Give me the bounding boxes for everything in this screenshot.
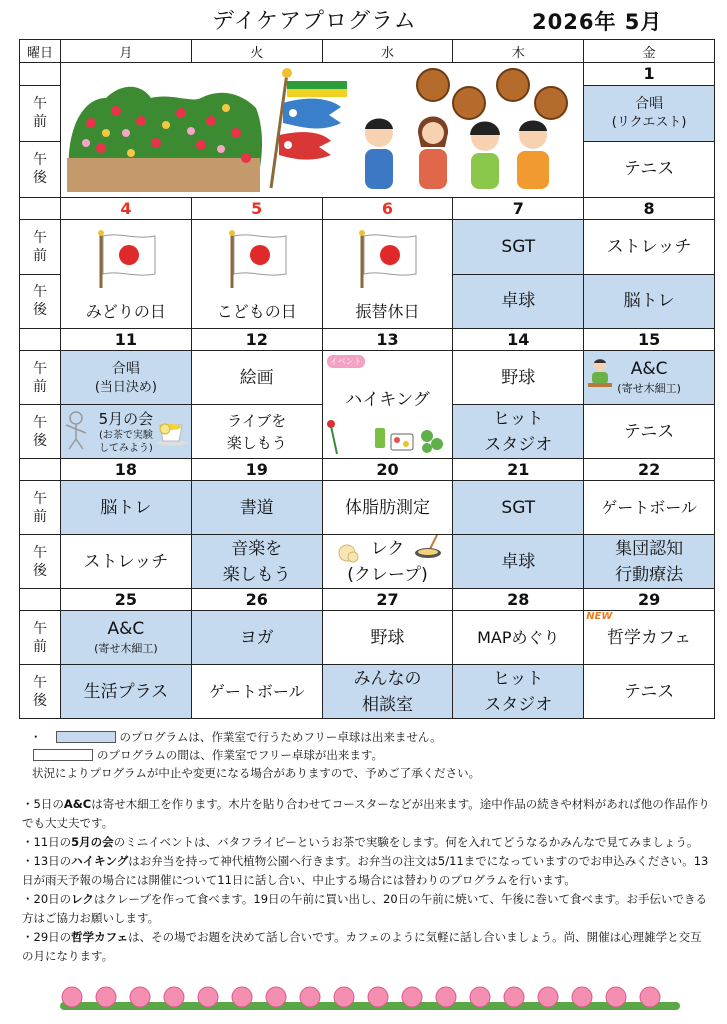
program-cell: 脳トレ [61,481,192,535]
date-cell: 6 [322,198,453,220]
date-cell: 21 [453,459,584,481]
carp-streamer-and-people-illustration [61,63,584,193]
weekday-wed: 水 [322,40,453,63]
program-cell: ライブを 楽しもう [191,405,322,459]
program-cell: ストレッチ [584,220,715,275]
program-cell: 野球 [453,351,584,405]
note-item: ・5日のA&Cは寄せ木細工を作ります。木片を貼り合わせてコースターなどが出来ます。途中作品の続きや材料があれば他の作品作りでも大丈夫です。 [22,797,710,830]
weekday-mon: 月 [61,40,192,63]
date-row [20,459,715,481]
date-row [20,329,715,351]
date-cell: 25 [61,589,192,611]
date-row [20,589,715,611]
program-cell: 野球 [322,611,453,665]
page-title: デイケアプログラム [212,9,417,34]
program-cell: 絵画 [191,351,322,405]
program-cell: NEW 哲学カフェ [584,611,715,665]
am-label: 午 前 [20,351,61,405]
rose-border-decoration [60,984,680,1014]
am-label: 午 前 [20,220,61,275]
program-cell: みんなの 相談室 [322,665,453,719]
weekday-fri: 金 [584,40,715,63]
program-cell: ヒット スタジオ [453,405,584,459]
date-cell: 15 [584,329,715,351]
program-cell: 集団認知 行動療法 [584,535,715,589]
program-cell: MAPめぐり [453,611,584,665]
program-cell: ゲートボール [191,665,322,719]
date-cell: 4 [61,198,192,220]
person-icon [63,411,89,451]
teacup-icon [155,419,189,447]
date-cell: 1 [584,63,715,86]
note-item: ・13日のハイキングはお弁当を持って神代植物公園へ行きます。お弁当の注文は5/11までになっていますのでお申込みください。13日が雨天予報の場合には開催について11日に話し合い、中止する場合には替わりのプログラムを行います。 [22,854,709,887]
new-badge: NEW [586,611,613,622]
date-cell: 7 [453,198,584,220]
date-cell: 11 [61,329,192,351]
date-cell: 14 [453,329,584,351]
program-cell: 卓球 [453,274,584,329]
legend: ・ のプログラムは、作業室で行うためフリー卓球は出来ません。 のプログラムの間は、作業室でフリー卓球が出来ます。 状況によりプログラムが中止や変更になる場合がありますので、予めご了承ください。 [30,730,481,780]
program-cell-hiking: イベント ハイキング [322,351,453,459]
date-cell: 13 [322,329,453,351]
pan-icon [412,535,446,562]
japan-flag-icon [356,230,418,288]
date-cell: 12 [191,329,322,351]
notes [22,795,712,966]
date-cell: 27 [322,589,453,611]
legend-white-text: のプログラムの間は、作業室でフリー卓球が出来ます。 [97,748,384,762]
program-calendar [19,39,715,719]
date-cell: 28 [453,589,584,611]
program-cell: テニス [584,141,715,197]
date-cell: 5 [191,198,322,220]
date-row [20,198,715,220]
program-cell: SGT [453,481,584,535]
weekday-header-row [20,40,715,63]
program-cell: 合唱 (リクエスト) [584,85,715,141]
holiday-cell [61,220,192,329]
program-cell: 体脂肪測定 [322,481,453,535]
holiday-cell [322,220,453,329]
date-cell: 29 [584,589,715,611]
note-item: ・20日のレクはクレープを作って食べます。19日の午前に買い出し、20日の午前に焼いて、午後に巻いて食べます。お手伝いできる方はご協力お願いします。 [22,892,708,925]
program-cell: 書道 [191,481,322,535]
program-cell: 音楽を 楽しもう [191,535,322,589]
program-cell: 合唱 (当日決め) [61,351,192,405]
holiday-cell [191,220,322,329]
date-row [20,63,715,86]
program-cell: テニス [584,665,715,719]
am-label: 午 前 [20,85,61,141]
date-cell: 8 [584,198,715,220]
program-cell: A&C (寄せ木細工) [584,351,715,405]
pm-label: 午 後 [20,405,61,459]
program-cell: 脳トレ [584,274,715,329]
legend-notice: 状況によりプログラムが中止や変更になる場合がありますので、予めご了承ください。 [32,766,481,780]
am-label: 午 前 [20,611,61,665]
program-cell: 卓球 [453,535,584,589]
program-cell: 5月の会 (お茶で実験 してみよう) [61,405,192,459]
am-label: 午 前 [20,481,61,535]
program-cell: 生活プラス [61,665,192,719]
program-cell: ゲートボール [584,481,715,535]
hiking-icon [323,414,448,456]
legend-blue-swatch [56,731,116,743]
pm-label: 午 後 [20,665,61,719]
weekday-tue: 火 [191,40,322,63]
note-item: ・29日の哲学カフェは、その場でお題を決めて話し合いです。カフェのように気軽に話し合いましょう。尚、開催は心理雑学と交互の月になります。 [22,930,702,963]
date-cell: 19 [191,459,322,481]
program-cell: ヒット スタジオ [453,665,584,719]
date-cell: 18 [61,459,192,481]
holiday-name: こどもの日 [216,302,297,321]
pm-label: 午 後 [20,535,61,589]
crepe-icon [337,543,361,563]
note-item: ・11日の5月の会のミニイベントは、バタフライピーというお茶で実験をします。何を入れてどうなるかみんなで見てみましょう。 [22,835,699,849]
weekday-header-label: 曜日 [20,40,61,63]
program-cell: ストレッチ [61,535,192,589]
program-cell: レク (クレープ) [322,535,453,589]
pm-label: 午 後 [20,274,61,329]
holiday-name: 振替休日 [355,302,420,321]
date-cell: 26 [191,589,322,611]
event-badge: イベント [327,355,365,368]
program-cell: テニス [584,405,715,459]
year-month: 2026年 5月 [532,10,663,34]
japan-flag-icon [95,230,157,288]
holiday-name: みどりの日 [85,302,166,321]
program-cell: SGT [453,220,584,275]
date-cell: 20 [322,459,453,481]
date-cell: 22 [584,459,715,481]
golden-week-illustration [61,63,584,198]
pm-label: 午 後 [20,141,61,197]
woodworking-person-icon [586,357,614,391]
program-cell: ヨガ [191,611,322,665]
legend-white-swatch [33,749,93,761]
weekday-thu: 木 [453,40,584,63]
program-cell: A&C (寄せ木細工) [61,611,192,665]
legend-blue-text: のプログラムは、作業室で行うためフリー卓球は出来ません。 [119,730,442,744]
japan-flag-icon [226,230,288,288]
